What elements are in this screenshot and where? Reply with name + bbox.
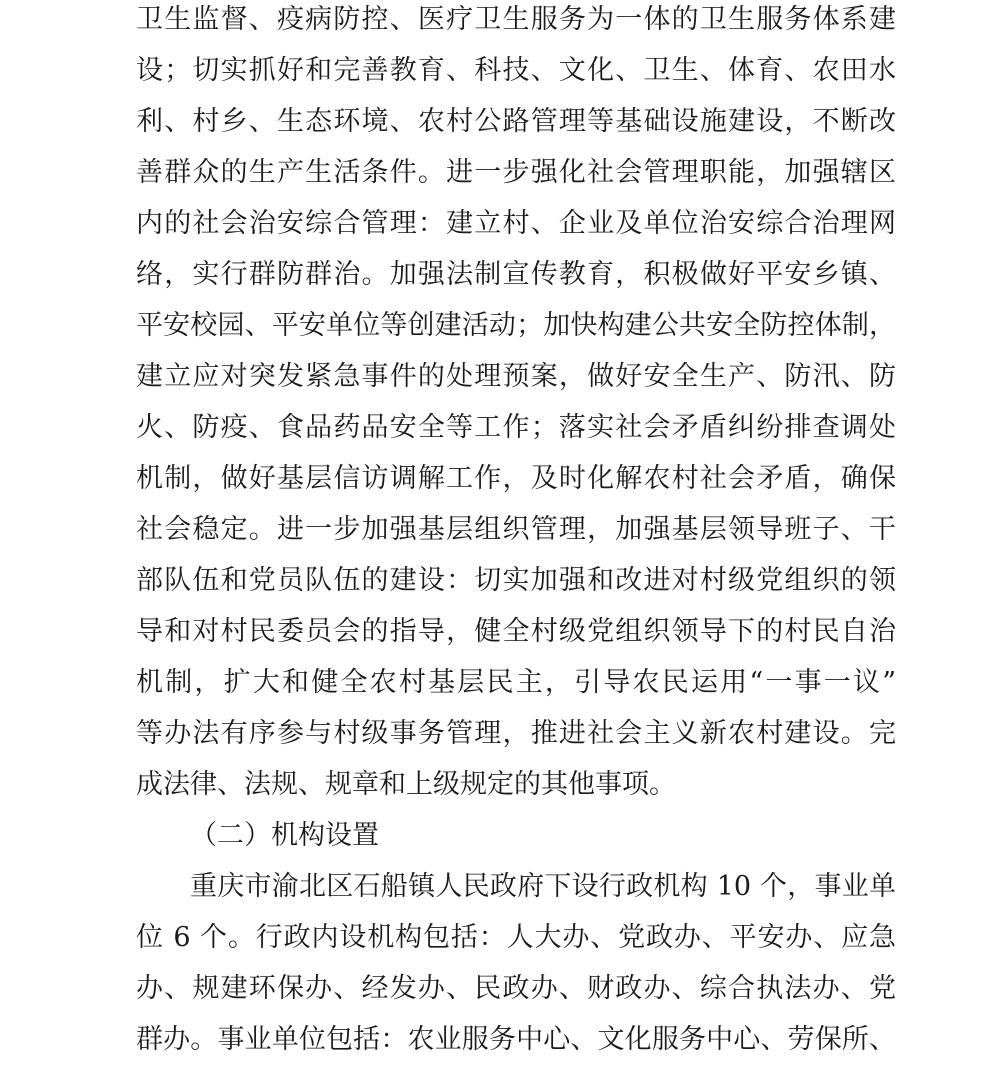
paragraph-line: 机制，做好基层信访调解工作，及时化解农村社会矛盾，确保 (136, 463, 896, 494)
paragraph-line: 社会稳定。进一步加强基层组织管理，加强基层领导班子、干 (136, 514, 896, 545)
paragraph-line: 建立应对突发紧急事件的处理预案，做好安全生产、防汛、防 (136, 361, 896, 392)
paragraph-line: 办、规建环保办、经发办、民政办、财政办、综合执法办、党 (136, 973, 896, 1004)
paragraph-line: 善群众的生产生活条件。进一步强化社会管理职能，加强辖区 (136, 157, 896, 188)
paragraph-line: 火、防疫、食品药品安全等工作；落实社会矛盾纠纷排查调处 (136, 412, 896, 443)
paragraph-line: 成法律、法规、规章和上级规定的其他事项。 (136, 769, 676, 800)
paragraph-line: 卫生监督、疫病防控、医疗卫生服务为一体的卫生服务体系建 (136, 4, 896, 35)
paragraph-line: 利、村乡、生态环境、农村公路管理等基础设施建设，不断改 (136, 106, 896, 137)
paragraph-line: 等办法有序参与村级事务管理，推进社会主义新农村建设。完 (136, 718, 896, 749)
paragraph-line: 群办。事业单位包括：农业服务中心、文化服务中心、劳保所、 (136, 1024, 896, 1055)
paragraph-line: 部队伍和党员队伍的建设：切实加强和改进对村级党组织的领 (136, 565, 896, 596)
paragraph-line: 位 6 个。行政内设机构包括：人大办、党政办、平安办、应急 (136, 922, 896, 953)
paragraph-line: 设；切实抓好和完善教育、科技、文化、卫生、体育、农田水 (136, 55, 896, 86)
paragraph-line: 平安校园、平安单位等创建活动；加快构建公共安全防控体制， (136, 310, 896, 341)
paragraph-line: 络，实行群防群治。加强法制宣传教育，积极做好平安乡镇、 (136, 259, 896, 290)
paragraph-line: 内的社会治安综合管理：建立村、企业及单位治安综合治理网 (136, 208, 896, 239)
document-body (136, 0, 896, 1065)
paragraph-line: 导和对村民委员会的指导，健全村级党组织领导下的村民自治 (136, 616, 896, 647)
paragraph-line: 重庆市渝北区石船镇人民政府下设行政机构 10 个，事业单 (190, 871, 896, 902)
section-heading: （二）机构设置 (190, 820, 379, 851)
paragraph-line: 机制，扩大和健全农村基层民主，引导农民运用“一事一议” (136, 667, 896, 698)
